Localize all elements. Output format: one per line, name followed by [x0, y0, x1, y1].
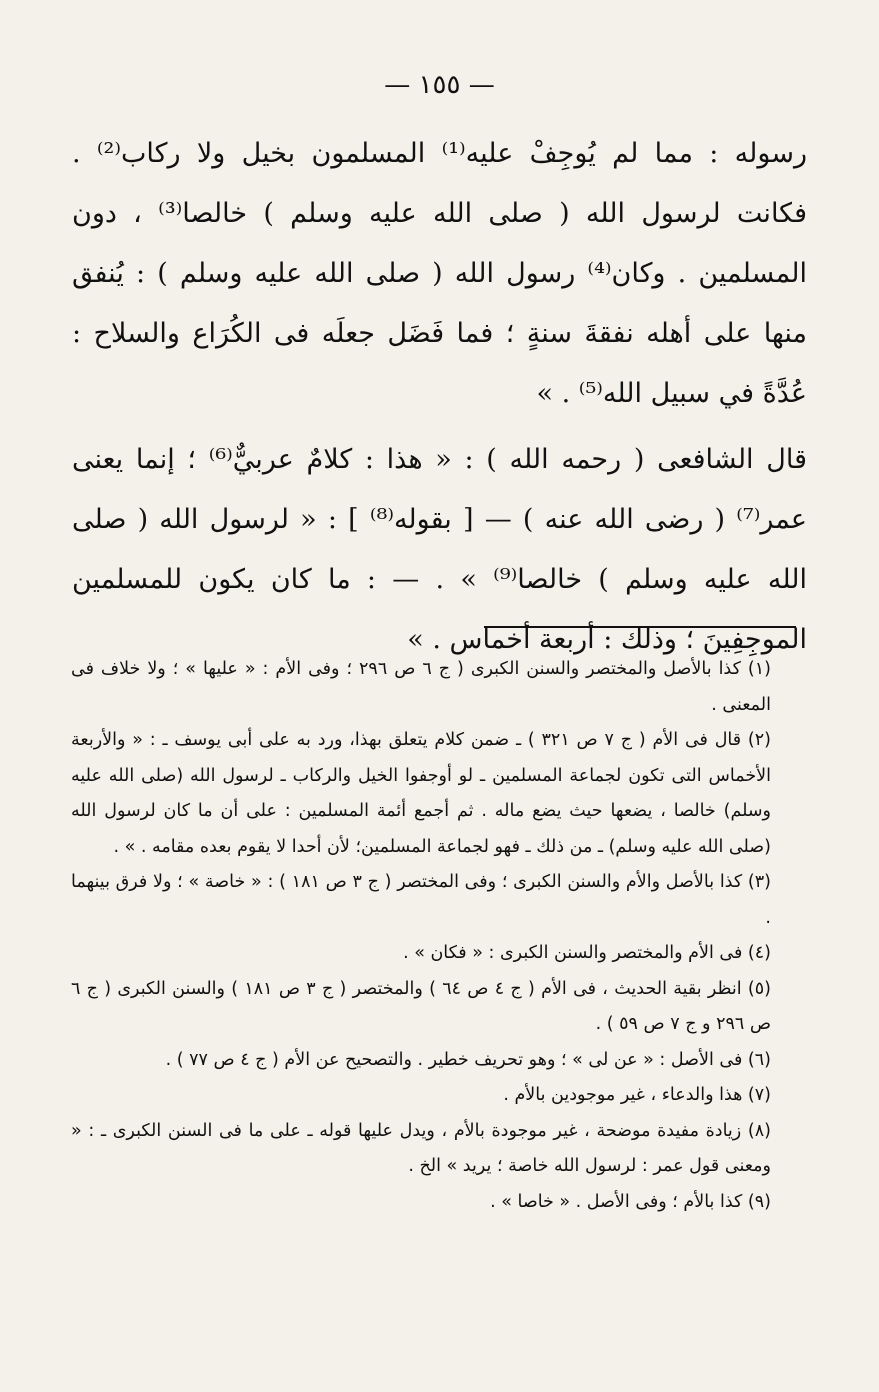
footnotes	[71, 652, 771, 1220]
footnote-6: (٦) فى الأصل : « عن لى » ؛ وهو تحريف خطير . والتصحيح عن الأم ( ج ٤ ص ٧٧ ) .	[165, 1049, 771, 1070]
footnote-9: (٩) كذا بالأم ؛ وفى الأصل . « خاصا » .	[490, 1191, 771, 1212]
footnote-1: (١) كذا بالأصل والمختصر والسنن الكبرى ( ج ٦ ص ٢٩٦ ؛ وفى الأم : « عليها » ؛ ولا خلاف فى المعنى .	[71, 659, 771, 715]
footnote-4: (٤) فى الأم والمختصر والسنن الكبرى : « فكان » .	[403, 943, 771, 963]
footnote-divider	[484, 626, 796, 628]
footnote-8: (٨) زيادة مفيدة موضحة ، غير موجودة بالأم ، ويدل عليها قوله ـ على ما فى السنن الكبرى ـ : « ومعنى قول عمر : لرسول الله خاصة ؛ يريد » الخ .	[71, 1120, 771, 1176]
main-paragraph-1: رسوله : مما لم يُوجِفْ عليه⁽¹⁾ المسلمون بخيل ولا ركاب⁽²⁾ . فكانت لرسول الله ( صلى الله عليه وسلم ) خالصا⁽³⁾ ، دون المسلمين . وكان⁽⁴⁾ رسول الله ( صلى الله عليه وسلم ) : يُنفق منها على أهله نفقةَ سنةٍ ؛ فما فَضَل جعلَه فى الكُرَاع والسلاح : عُدَّةً في سبيل الله⁽⁵⁾ . »	[72, 138, 807, 409]
footnote-7: (٧) هذا والدعاء ، غير موجودين بالأم .	[503, 1085, 771, 1105]
footnote-3: (٣) كذا بالأصل والأم والسنن الكبرى ؛ وفى المختصر ( ج ٣ ص ١٨١ ) : « خاصة » ؛ ولا فرق بينهما .	[71, 872, 771, 928]
footnote-5: (٥) انظر بقية الحديث ، فى الأم ( ج ٤ ص ٦٤ ) والمختصر ( ج ٣ ص ١٨١ ) والسنن الكبرى ( ج ٦ ص ٢٩٦ و ج ٧ ص ٥٩ ) .	[71, 978, 771, 1034]
footnote-2: (٢) قال فى الأم ( ج ٧ ص ٣٢١ ) ـ ضمن كلام يتعلق بهذا، ورد به على أبى يوسف ـ : « والأربعة الأخماس التى تكون لجماعة المسلمين ـ لو أوجفوا الخيل والركاب ـ لرسول الله (صلى الله عليه وسلم) خالصا ، يضعها حيث يضع ماله . ثم أجمع أئمة المسلمين : على أن ما كان لرسول الله (صلى الله عليه وسلم) ـ من ذلك ـ فهو لجماعة المسلمين؛ لأن أحدا لا يقوم بعده مقامه . » .	[71, 730, 771, 857]
main-paragraph-2: قال الشافعى ( رحمه الله ) : « هذا : كلامٌ عربيٌّ⁽⁶⁾ ؛ إنما يعنى عمر⁽⁷⁾ ( رضى الله عنه ) — [ بقوله⁽⁸⁾ ] : « لرسول الله ( صلى الله عليه وسلم ) خالصا⁽⁹⁾ » . — : ما كان يكون للمسلمين الموجِفِينَ ؛ وذلك : أربعة أخماس . »	[72, 444, 807, 655]
main-text	[72, 124, 807, 670]
page-number: — ١٥٥ —	[384, 70, 495, 100]
